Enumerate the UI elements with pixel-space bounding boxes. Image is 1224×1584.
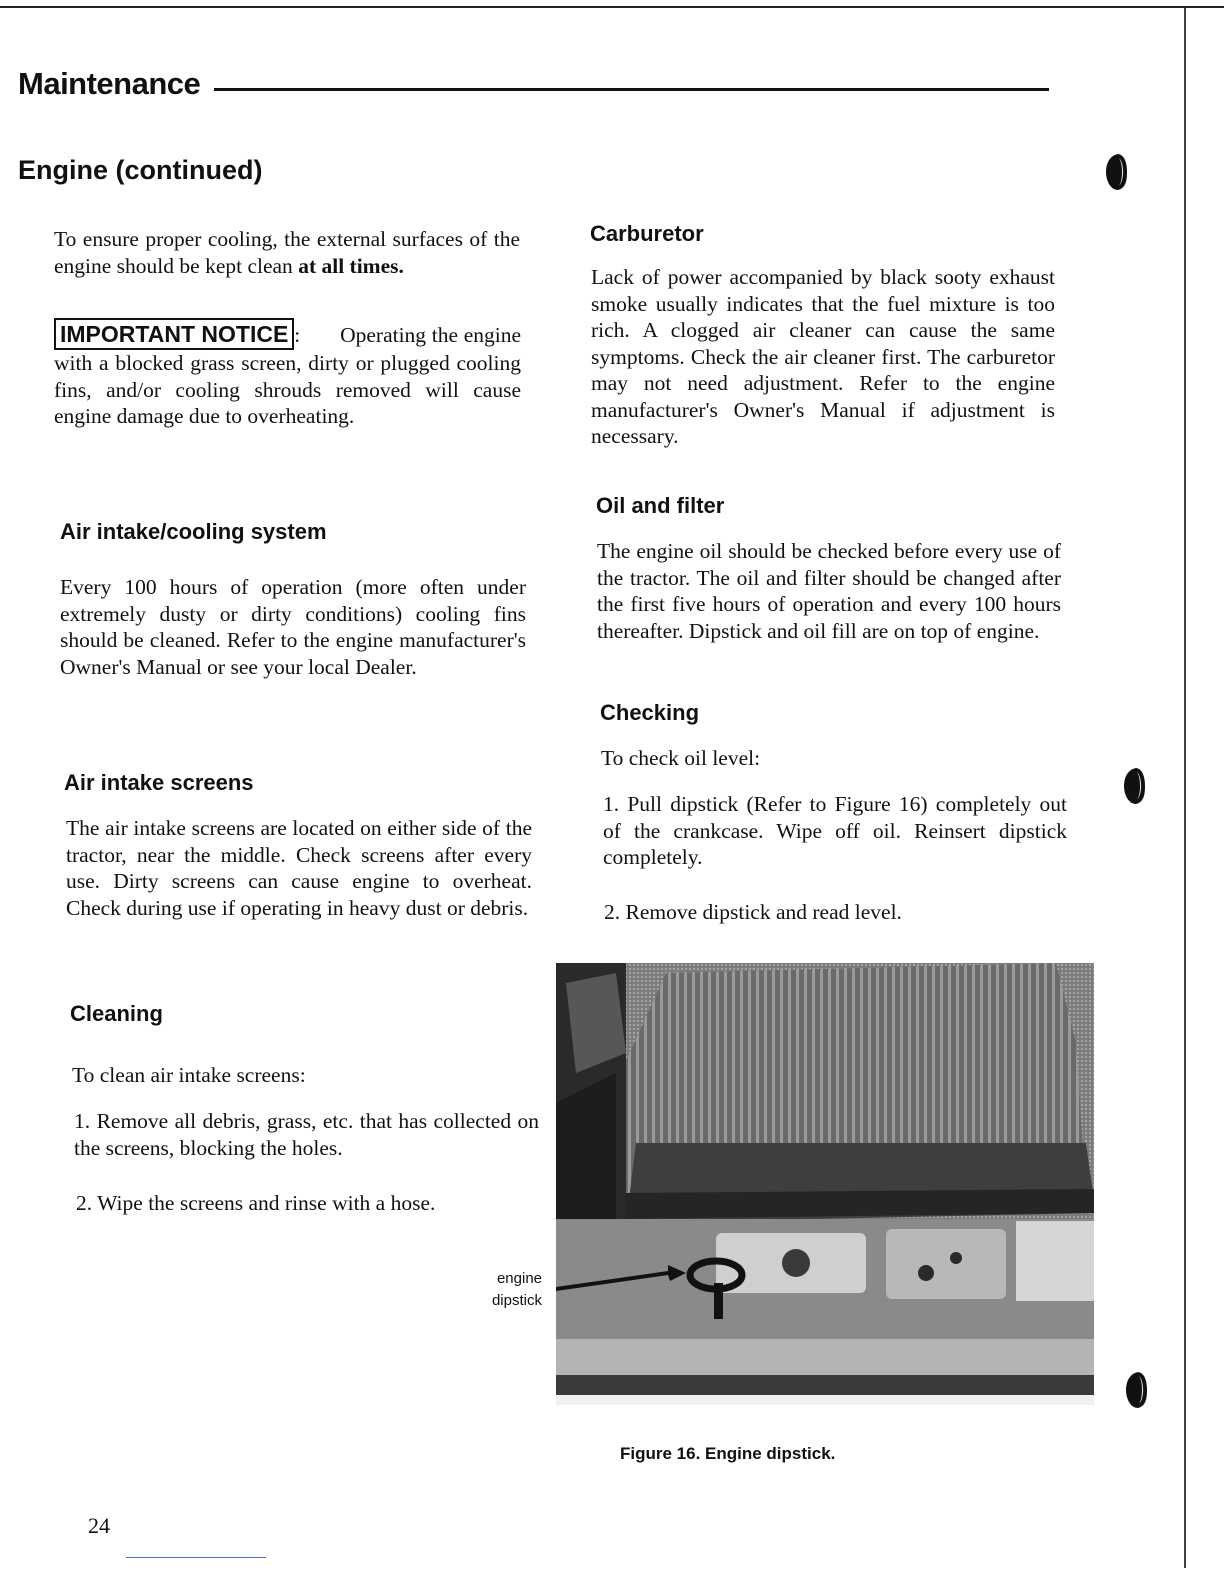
carburetor-heading: Carburetor [590,221,704,246]
step-text: Remove all debris, grass, etc. that has collected on the screens, blocking the holes. [74,1109,540,1160]
cleaning-step [74,1108,539,1161]
air-cooling-text: Every 100 hours of operation (more often under extremely dusty or dirty conditions) cooling fins should be cleaned. Refer to the engine manufacturer's Owner's Manual or see your local Dealer. [60,575,526,679]
figure-caption: Figure 16. Engine dipstick. [620,1444,836,1463]
step-number: 1. [74,1109,91,1133]
binder-hole-icon [1122,766,1146,806]
cleaning-step [76,1190,541,1217]
screens-text: The air intake screens are located on either side of the tractor, near the middle. Check screens after every use. Dirty screens can cause engine to overheat. Check during use if operating in heavy dust or debris. [66,816,532,920]
screens-heading: Air intake screens [64,770,254,795]
carburetor-text: Lack of power accompanied by black sooty exhaust smoke usually indicates that the fuel mixture is too rich. A clogged air cleaner can cause the same symptoms. Check the air cleaner first. The carburetor may not need adjustment. Refer to the engine manufacturer's Owner's Manual if adjustment is necessary. [591,265,1055,448]
cleaning-intro: To clean air intake screens: [72,1063,306,1087]
intro-emphasis: at all times. [298,253,404,278]
notice-text: Operating the engine with a blocked grass screen, dirty or plugged cooling fins, and/or cooling shrouds removed will cause engine damage due to overheating. [54,323,522,428]
dipstick-callout-label [478,1268,542,1312]
engine-dipstick-photo [556,963,1094,1405]
checking-step [603,791,1067,871]
binder-hole-icon [1124,1370,1148,1410]
checking-intro: To check oil level: [601,746,761,770]
step-number: 1. [603,792,620,816]
cleaning-heading: Cleaning [70,1001,163,1026]
oil-heading: Oil and filter [596,493,725,518]
important-notice [54,318,521,430]
page-number: 24 [88,1513,110,1538]
step-text: Wipe the screens and rinse with a hose. [97,1191,436,1215]
callout-line: dipstick [491,1292,542,1309]
checking-heading: Checking [600,700,700,725]
notice-colon: : [294,323,301,347]
step-number: 2. [76,1191,93,1215]
intro-text: To ensure proper cooling, the external surfaces of the engine should be kept clean [54,227,520,278]
footer-rule [126,1557,266,1558]
air-cooling-heading: Air intake/cooling system [60,519,327,544]
binder-hole-icon [1104,152,1128,192]
subsection-title: Engine (continued) [18,155,263,185]
oil-text: The engine oil should be checked before every use of the tractor. The oil and filter should be changed after the first five hours of operation and every 100 hours thereafter. Dipstick and oil fill are on top of engine. [597,539,1061,643]
step-text: Pull dipstick (Refer to Figure 16) completely out of the crankcase. Wipe off oil. Reinsert dipstick completely. [603,792,1067,869]
right-binding-edge [1184,8,1186,1568]
checking-step [604,899,1068,926]
callout-line: engine [496,1270,542,1287]
step-text: Remove dipstick and read level. [625,900,902,924]
section-title-rule [214,88,1049,91]
important-notice-label: IMPORTANT NOTICE [54,318,294,350]
step-number: 2. [604,900,621,924]
intro-paragraph [54,226,520,279]
top-border-line [0,6,1224,8]
section-title: Maintenance [18,66,201,101]
